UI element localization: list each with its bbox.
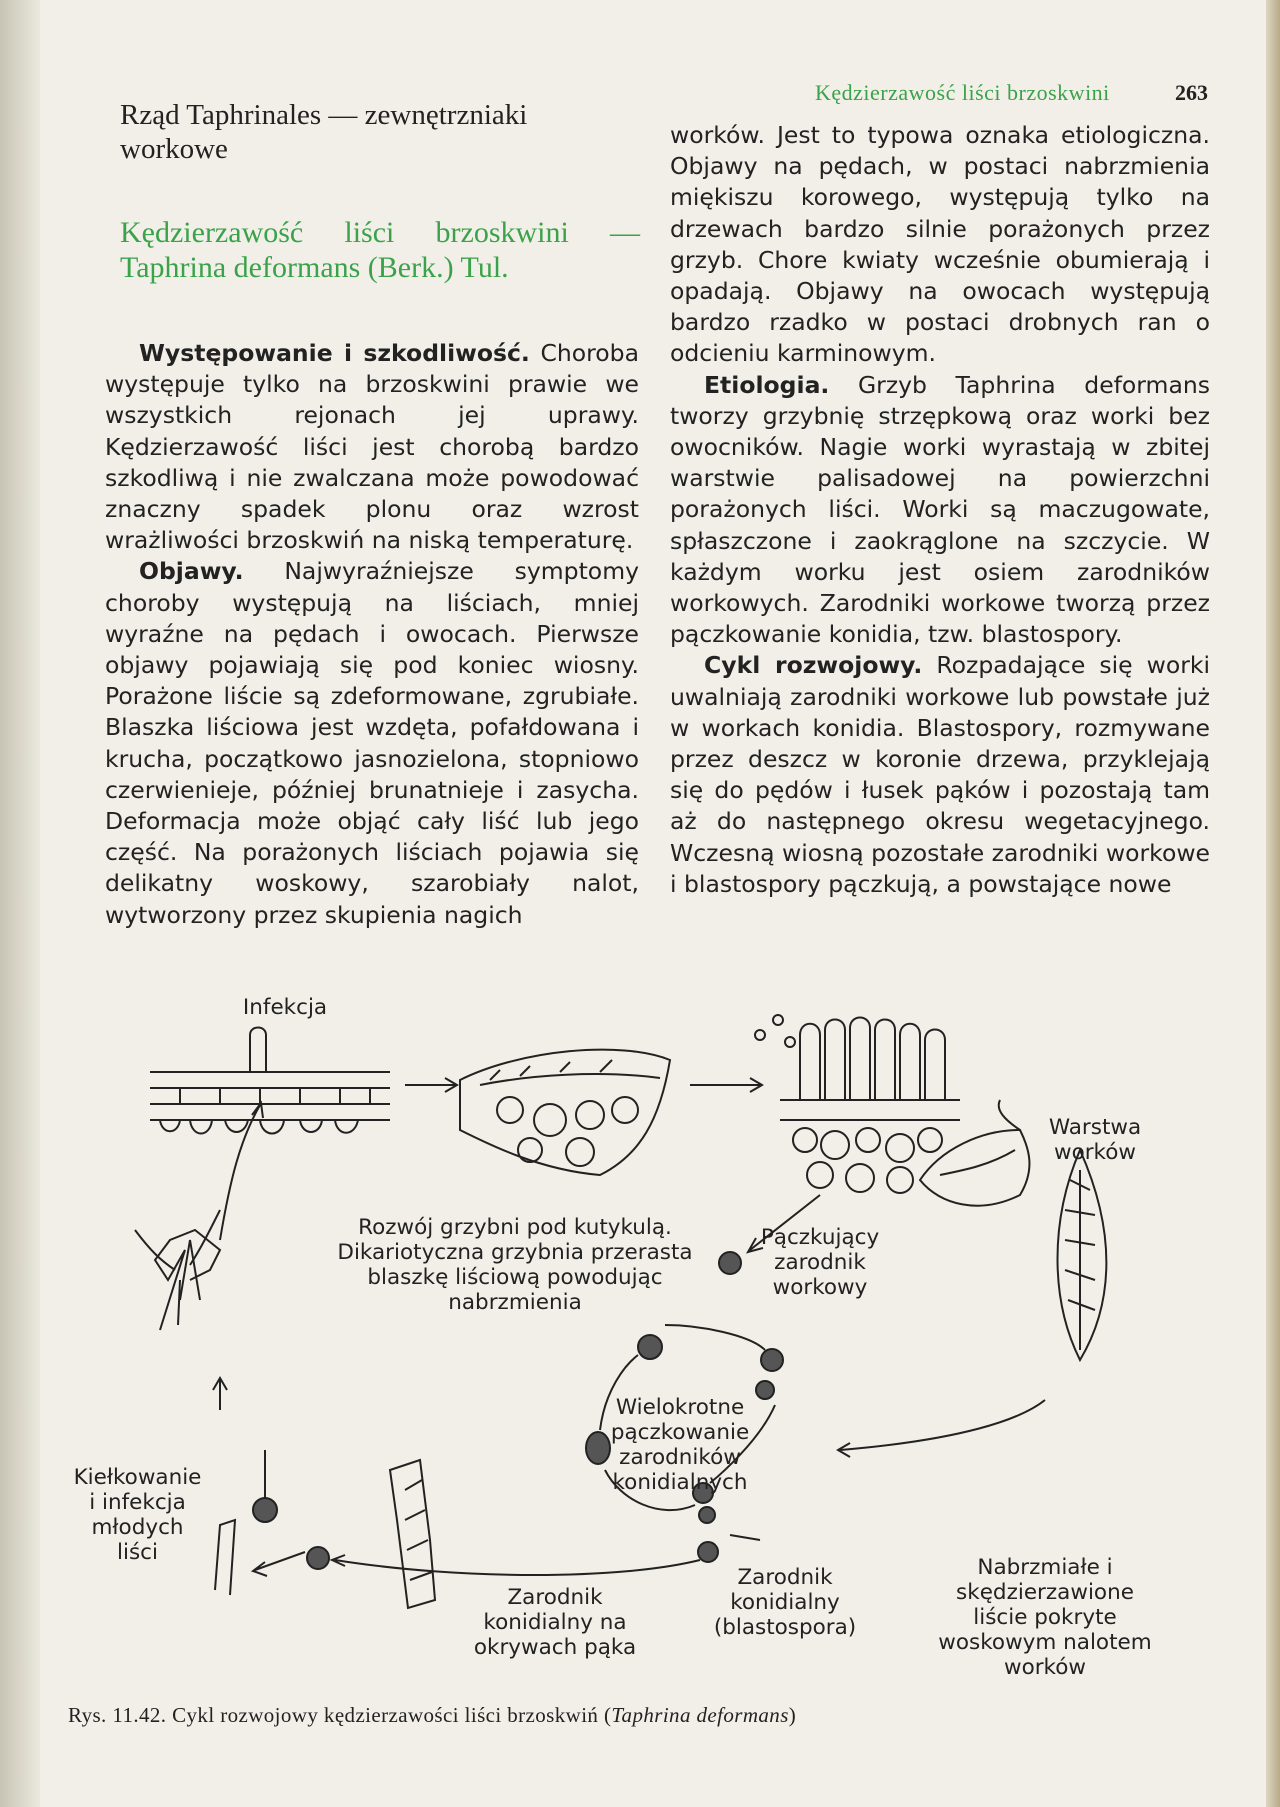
label-asci-layer: Warstwa worków [1048,1115,1142,1165]
label-mycelium-development: Rozwój grzybni pod kutykulą. Dikariotyczna grzybnia przerasta blaszkę liściową powodując nabrzmienia [337,1215,693,1315]
infection-tissue-drawing [150,1028,390,1134]
twig-with-young-leaves-drawing [135,1210,220,1330]
label-germination: Kiełkowanie i infekcja młodych liści [73,1465,202,1565]
caption-suffix: ) [788,1703,797,1727]
occurrence-text: Choroba występuje tylko na brzoskwini prawie we wszystkich rejonach jej uprawy. Kędzierzawość liści jest chorobą bardzo szkodliwą i nie zwalczana może powodować znaczny spadek plonu oraz wzrost wrażliwości brzoskwiń na niską temperaturę. [105,339,639,555]
asci-layer-drawing [755,1015,960,1193]
symptoms-label: Objawy. [139,557,244,586]
mycelium-cross-section-drawing [460,1050,670,1175]
order-heading: Rząd Taphrinales — zewnętrzniaki workowe [120,99,528,165]
label-curled-leaves: Nabrzmiałe i skędzierzawione liście pokryte woskowym nalotem worków [938,1555,1152,1680]
figure-caption [68,1703,1168,1728]
running-header-title: Kędzierzawość liści brzoskwini [815,80,1110,105]
label-budding-ascospore: Pączkujący zarodnik workowy [760,1225,880,1300]
germinating-spore-drawing [215,1450,277,1595]
budding-ascospore [719,1252,741,1274]
etiology-label: Etiologia. [704,370,830,399]
label-blastospore: Zarodnik konidialny (blastospora) [713,1565,857,1640]
caption-species: Taphrina deformans [611,1703,789,1727]
continuation-text: worków. Jest to typowa oznaka etiologiczna. Objawy na pędach, w postaci nabrzmienia miękiszu korowego, występują tylko na drzewach bardzo silnie porażonych przez grzyb. Chore kwiaty wcześnie obumierają i opadają. Objawy na owocach występują bardzo rzadko w postaci drobnych ran o odcieniu karminowym. [670,121,1210,368]
label-conidial-spore-on-bud: Zarodnik konidialny na okrywach pąka [473,1585,637,1660]
right-column-text [670,120,1210,900]
shoot-with-bud-drawing [390,1460,435,1608]
cycle-label: Cykl rozwojowy. [704,651,923,680]
label-infection: Infekcja [242,995,328,1020]
label-multiple-budding: Wielokrotne pączkowanie zarodników konidialnych [610,1395,750,1495]
book-spine-shadow [0,0,40,1807]
cycle-text: Rozpadające się worki uwalniają zarodniki workowe lub powstałe już w workach konidia. Blastospory, rozmywane przez deszcz w koronie drzewa, przyklejają się do pędów i łusek pąków i pozostają tam aż do następnego okresu wegetacyjnego. Wczesną wiosną pozostałe zarodniki workowe i blastospory pączkują, a powstające nowe [670,651,1210,898]
occurrence-label: Występowanie i szkodliwość. [139,339,530,367]
page-edge [1266,0,1280,1807]
page-number: 263 [1175,80,1208,105]
caption-prefix: Rys. 11.42. Cykl rozwojowy kędzierzawości liści brzoskwiń ( [68,1703,612,1727]
left-column-text [105,338,639,931]
disease-title: Kędzierzawość liści brzoskwini — Taphrina deformans (Berk.) Tul. [120,216,640,284]
etiology-text: Grzyb Taphrina deformans tworzy grzybnię strzępkową oraz worki bez owocników. Nagie worki wyrastają w zbitej warstwie palisadowej na powierzchni porażonych liści. Worki są maczugowate, spłaszczone i zaokrąglone na szczycie. W każdym worku jest osiem zarodników workowych. Zarodniki workowe tworzą przez pączkowanie konidia, tzw. blastospory. [670,370,1210,649]
symptoms-text: Najwyraźniejsze symptomy choroby występują na liściach, mniej wyraźne na pędach i owocach. Pierwsze objawy pojawiają się pod koniec wiosny. Porażone liście są zdeformowane, zgrubiałe. Blaszka liściowa jest wzdęta, pofałdowana i krucha, początkowo jasnozielona, stopniowo czerwienieje, później brunatnieje i zasycha. Deformacja może objąć cały liść lub jego część. Na porażonych liściach pojawia się delikatny woskowy, szarobiały nalot, wytworzony przez skupienia nagich [105,557,639,929]
